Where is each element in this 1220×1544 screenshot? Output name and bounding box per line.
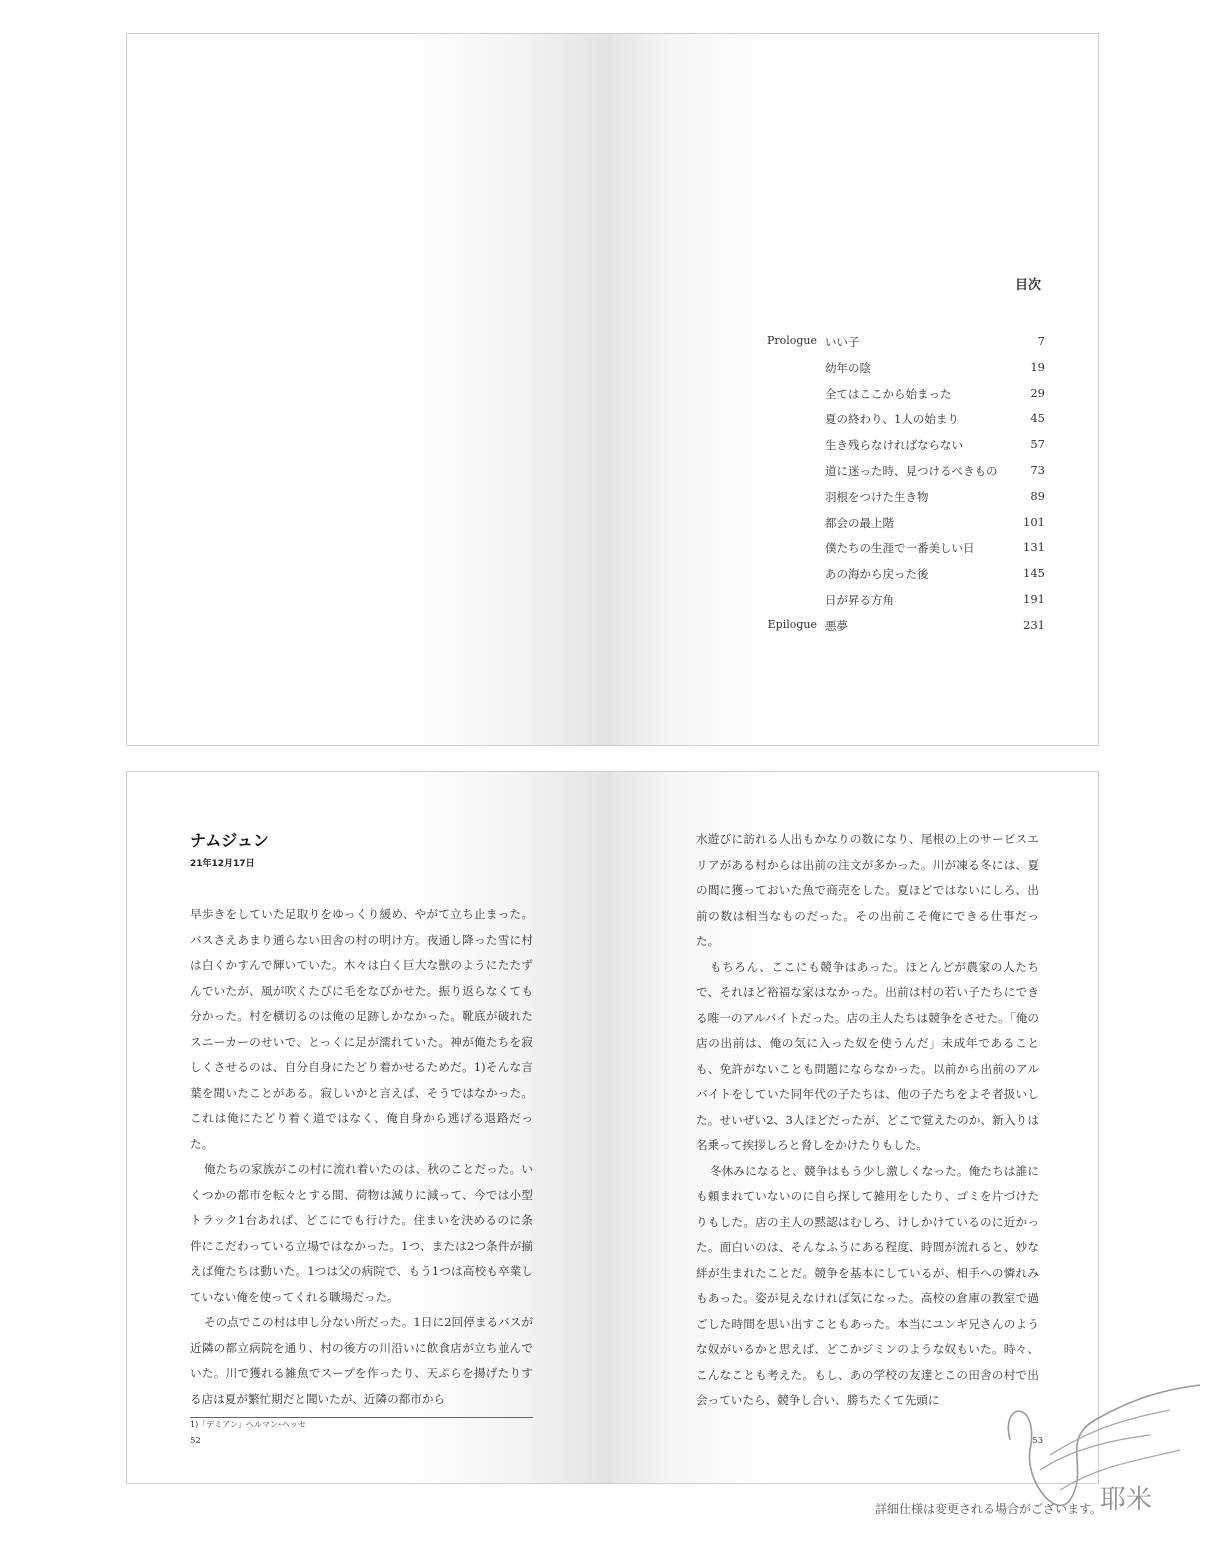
toc-row bbox=[765, 590, 1045, 616]
chapter-date: 21年12月17日 bbox=[190, 859, 255, 869]
toc-chapter-title: 夏の終わり、1人の始まり bbox=[825, 412, 959, 427]
book-spread-text bbox=[126, 771, 1099, 1484]
chapter-heading: ナムジュン bbox=[190, 831, 269, 850]
book-spread-toc bbox=[126, 33, 1099, 746]
toc-chapter-title: 全てはここから始まった bbox=[825, 386, 952, 401]
toc-row bbox=[765, 487, 1045, 513]
toc-page-number: 7 bbox=[1037, 334, 1045, 348]
paragraph: 水遊びに訪れる人出もかなりの数になり、尾根の上のサービスエリアがある村からは出前の注文が多かった。川が凍る冬には、夏の間に獲っておいた魚で商売をした。夏ほどではないにしろ、出前の数は相当なものだった。その出前こそ俺にできる仕事だった。 bbox=[696, 832, 1039, 948]
spec-change-notice: 詳細仕様は変更される場合がございます。 bbox=[874, 1502, 1102, 1516]
toc-page-number: 131 bbox=[1023, 540, 1045, 555]
toc-chapter-title: 僕たちの生涯で一番美しい日 bbox=[825, 541, 975, 556]
toc-page-number: 191 bbox=[1023, 591, 1045, 606]
page-number-left: 52 bbox=[190, 1436, 201, 1446]
toc-row bbox=[765, 564, 1045, 590]
toc-part-label: Prologue bbox=[766, 334, 817, 347]
paragraph: 俺たちの家族がこの村に流れ着いたのは、秋のことだった。いくつかの都市を転々とする間、荷物は減りに減って、今では小型トラック1台あれば、どこにでも行けた。住まいを決めるのに条件にこだわっている立場ではなかった。1つ、または2つ条件が揃えば俺たちは動いた。1つは父の病院で、もう1つは高校も卒業していない俺を使ってくれる職場だった。 bbox=[190, 1162, 533, 1304]
toc-title: 目次 bbox=[1014, 278, 1041, 293]
toc-page-number: 145 bbox=[1023, 566, 1045, 581]
handwritten-signature bbox=[1000, 1380, 1210, 1530]
toc-chapter-title: 羽根をつけた生き物 bbox=[825, 489, 929, 504]
right-body-text bbox=[696, 827, 1039, 1414]
toc-chapter-title: いい子 bbox=[825, 335, 860, 349]
toc-chapter-title: 悪夢 bbox=[825, 618, 848, 633]
toc-page-number: 231 bbox=[1023, 617, 1045, 632]
toc-page-number: 89 bbox=[1030, 488, 1045, 503]
paragraph: 早歩きをしていた足取りをゆっくり緩め、やがて立ち止まった。バスさえあまり通らない田舎の村の明け方。夜通し降った雪に村は白くかすんで輝いていた。木々は白く巨大な獣のようにたたずんでいたが、風が吹くたびに毛をなびかせた。振り返らなくても分かった。村を横切るのは俺の足跡しかなかった。靴底が破れたスニーカーのせいで、とっくに足が濡れていた。神が俺たちを寂しくさせるのは、自分自身にたどり着かせるためだ。1)そんな言葉を聞いたことがある。寂しいかと言えば、そうではなかった。これは俺にたどり着く道ではなく、俺自身から逃げる退路だった。 bbox=[190, 907, 533, 1151]
toc-chapter-title: 幼年の陰 bbox=[825, 360, 871, 375]
footnote-divider bbox=[190, 1417, 533, 1418]
toc-row bbox=[765, 513, 1045, 539]
page-number-right: 53 bbox=[1032, 1436, 1043, 1446]
paragraph: 冬休みになると、競争はもう少し激しくなった。俺たちは誰にも頼まれていないのに自ら探して雑用をしたり、ゴミを片づけたりもした。店の主人の黙認はむしろ、けしかけているのに近かった。面白いのは、そんなふうにある程度、時間が流れると、妙な絆が生まれたことだ。競争を基本にしているが、相手への憐れみもあった。姿が見えなければ気になった。高校の倉庫の教室で過ごした時間を思い出すこともあった。本当にユンギ兄さんのような奴がいるかと思えば、どこかジミンのような奴もいた。時々、こんなことも考えた。もし、あの学校の友達とこの田舎の村で出会っていたら、競争し合い、勝ちたくて先頭に bbox=[696, 1163, 1039, 1407]
toc-row bbox=[765, 461, 1045, 487]
toc-page-number: 57 bbox=[1030, 437, 1045, 452]
toc-page-number: 19 bbox=[1030, 359, 1045, 374]
text-right-page bbox=[613, 772, 1099, 1483]
blank-left-page bbox=[127, 34, 613, 745]
footnote: 1)「デミアン」ヘルマン･ヘッセ bbox=[190, 1420, 306, 1429]
toc-row bbox=[765, 332, 1045, 358]
toc-chapter-title: あの海から戻った後 bbox=[825, 567, 929, 582]
paragraph: その点でこの村は申し分ない所だった。1日に2回停まるバスが近隣の都立病院を通り、村の後方の川沿いに飲食店が立ち並んでいた。川で獲れる雑魚でスープを作ったり、天ぷらを揚げたりする店は夏が繁忙期だと聞いたが、近隣の都市から bbox=[190, 1315, 533, 1406]
toc-chapter-title: 都会の最上階 bbox=[825, 515, 894, 530]
toc-row bbox=[765, 616, 1045, 642]
toc-chapter-title: 生き残らなければならない bbox=[825, 438, 963, 453]
table-of-contents bbox=[765, 332, 1045, 642]
toc-page-number: 101 bbox=[1023, 514, 1045, 529]
paragraph: もちろん、ここにも競争はあった。ほとんどが農家の人たちで、それほど裕福な家はなかった。出前は村の若い子たちにできる唯一のアルバイトだった。店の主人たちは競争をさせた。「俺の店の出前は、俺の気に入った奴を使うんだ」未成年であることも、免許がないことも問題にならなかった。以前から出前のアルバイトをしていた同年代の子たちは、他の子たちをよそ者扱いした。せいぜい2、3人ほどだったが、どこで覚えたのか、新入りは名乗って挨拶しろと脅しをかけたりもした。 bbox=[696, 959, 1039, 1152]
toc-page-number: 73 bbox=[1030, 462, 1045, 477]
toc-row bbox=[765, 538, 1045, 564]
toc-row bbox=[765, 435, 1045, 461]
left-body-text bbox=[190, 902, 533, 1412]
toc-chapter-title: 日が昇る方角 bbox=[825, 592, 894, 607]
toc-page-number: 29 bbox=[1030, 385, 1045, 400]
text-left-page bbox=[127, 772, 613, 1483]
toc-part-label: Epilogue bbox=[767, 617, 817, 631]
toc-row bbox=[765, 409, 1045, 435]
signature-lettering: 耶米 bbox=[1100, 1485, 1153, 1515]
toc-row bbox=[765, 384, 1045, 410]
toc-row bbox=[765, 358, 1045, 384]
toc-chapter-title: 道に迷った時、見つけるべきもの bbox=[825, 463, 998, 478]
toc-page-number: 45 bbox=[1030, 411, 1045, 426]
